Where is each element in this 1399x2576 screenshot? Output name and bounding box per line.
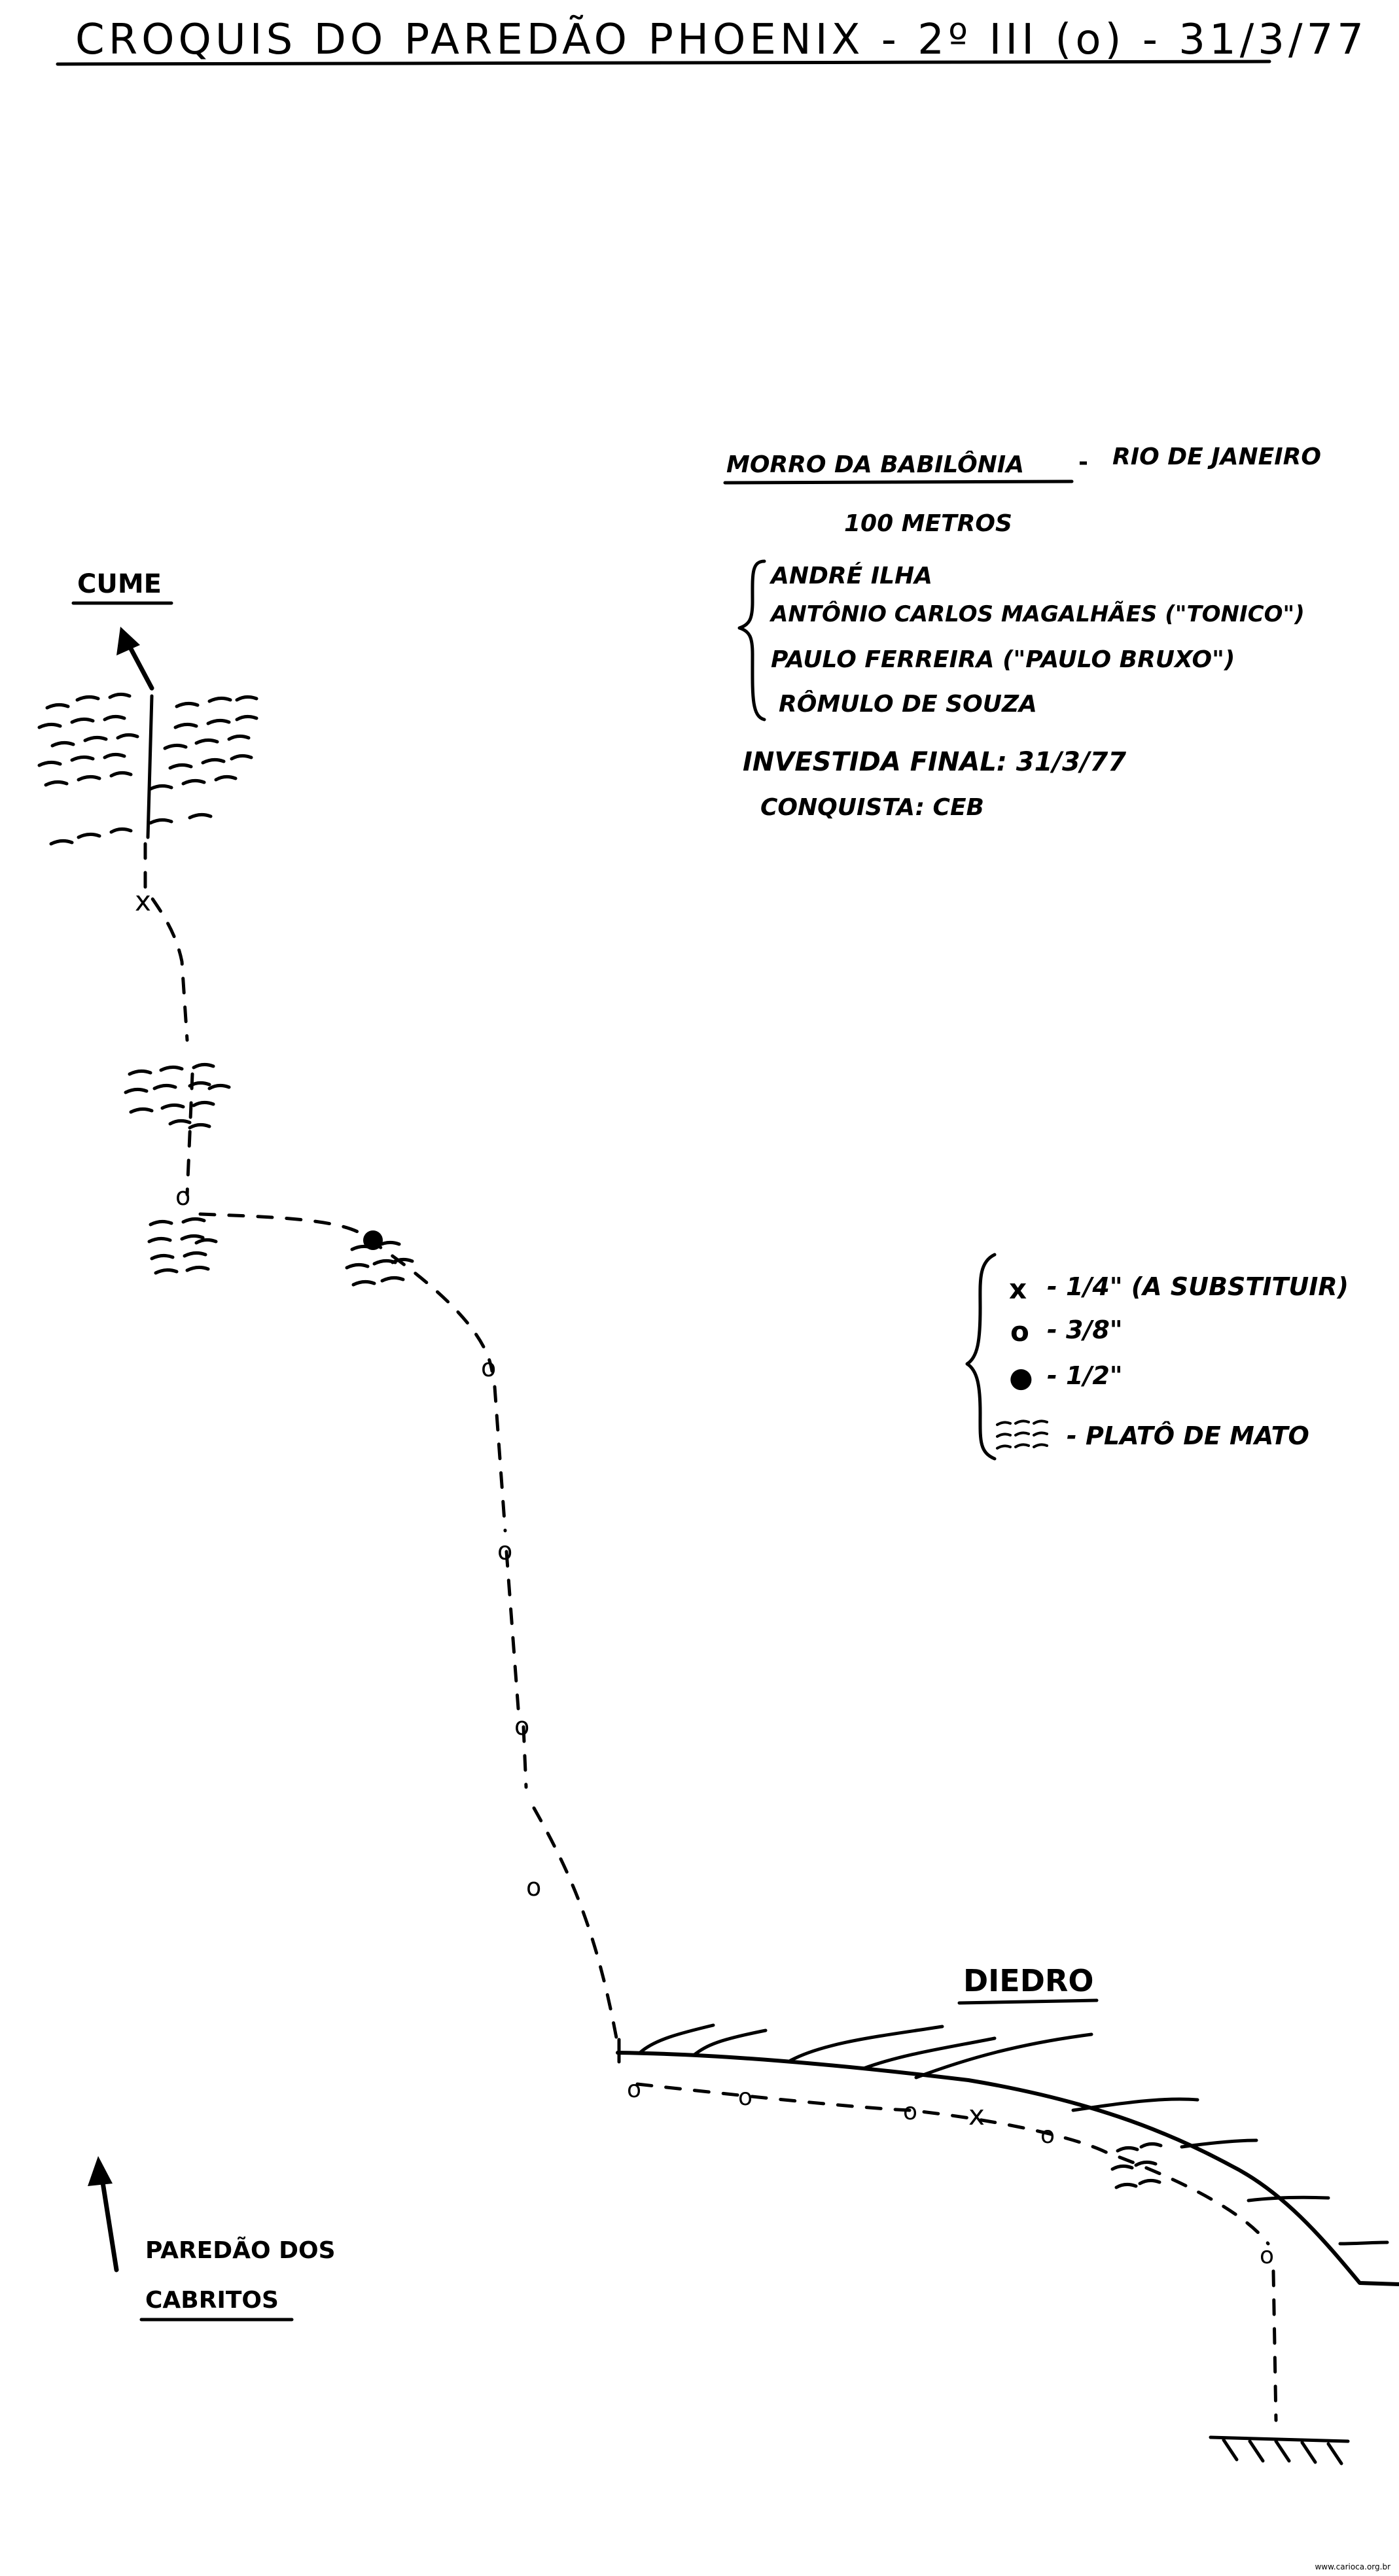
climber-2: ANTÔNIO CARLOS MAGALHÃES ("TONICO") bbox=[771, 601, 1305, 627]
mid-grass-platform-2 bbox=[149, 1219, 216, 1273]
legend-text-threeeighths: - 3/8" bbox=[1047, 1315, 1123, 1344]
dihedral-feature bbox=[618, 1963, 1399, 2284]
bolt-threeeighths-6: o bbox=[627, 2076, 642, 2103]
bolt-half-1 bbox=[363, 1230, 383, 1250]
dihedral-label: DIEDRO bbox=[963, 1963, 1094, 1998]
bolt-threeeighths-4: o bbox=[514, 1712, 530, 1741]
bolt-threeeighths-2: o bbox=[481, 1353, 497, 1382]
climber-3: PAULO FERREIRA ("PAULO BRUXO") bbox=[771, 646, 1235, 673]
dihedral-underline bbox=[959, 2000, 1097, 2003]
legend-symbol-quarter: x bbox=[1009, 1273, 1027, 1305]
route-height: 100 METROS bbox=[844, 510, 1012, 537]
summit-label: CUME bbox=[77, 569, 162, 599]
bolt-threeeighths-10: o bbox=[1260, 2242, 1275, 2269]
legend-symbol-grass bbox=[997, 1421, 1047, 1448]
summit-arrow-head bbox=[116, 627, 140, 655]
legend bbox=[967, 1255, 1349, 1459]
neighbor-wall-line-2: CABRITOS bbox=[145, 2287, 279, 2314]
bolt-threeeighths-7: o bbox=[738, 2084, 753, 2111]
summit-arrow-shaft bbox=[130, 646, 152, 688]
page-title: CROQUIS DO PAREDÃO PHOENIX - 2º III (o) - 31/3/77 bbox=[75, 16, 1368, 64]
mid-grass-platform-1 bbox=[126, 1064, 229, 1128]
location-text: MORRO DA BABILÔNIA bbox=[726, 451, 1025, 478]
bolt-threeeighths-1: o bbox=[175, 1182, 191, 1211]
legend-brace bbox=[967, 1255, 995, 1459]
location-separator: - bbox=[1078, 449, 1088, 476]
conquest-text: CONQUISTA: CEB bbox=[760, 794, 984, 821]
bolt-threeeighths-8: o bbox=[903, 2098, 918, 2125]
bolt-quarter-1: x bbox=[135, 885, 151, 917]
climbers-brace bbox=[739, 561, 764, 720]
ground-start bbox=[1211, 2437, 1348, 2463]
legend-text-quarter: - 1/4" (A SUBSTITUIR) bbox=[1047, 1272, 1349, 1301]
protection-markers bbox=[135, 885, 1274, 2269]
info-block bbox=[725, 444, 1321, 821]
climber-1: ANDRÉ ILHA bbox=[771, 563, 933, 589]
bolt-threeeighths-9: o bbox=[1040, 2122, 1055, 2149]
neighbor-wall-marker bbox=[88, 2156, 336, 2320]
climber-4: RÔMULO DE SOUZA bbox=[779, 691, 1037, 718]
legend-symbol-threeeighths: o bbox=[1010, 1315, 1029, 1348]
bolt-threeeighths-3: o bbox=[497, 1537, 513, 1565]
neighbor-wall-line-1: PAREDÃO DOS bbox=[145, 2237, 336, 2264]
route-line bbox=[145, 696, 1276, 2420]
summit-marker bbox=[73, 569, 171, 688]
bolt-threeeighths-5: o bbox=[526, 1873, 542, 1902]
city-text: RIO DE JANEIRO bbox=[1112, 444, 1321, 470]
legend-text-grass: - PLATÔ DE MATO bbox=[1067, 1421, 1309, 1450]
final-attempt-text: INVESTIDA FINAL: 31/3/77 bbox=[743, 747, 1127, 777]
location-underline bbox=[725, 481, 1072, 483]
neighbor-wall-arrow-shaft bbox=[102, 2178, 116, 2270]
legend-symbol-half: ● bbox=[1009, 1361, 1033, 1393]
dihedral-edge bbox=[618, 2053, 1399, 2284]
diedro-grass-platform bbox=[1112, 2144, 1161, 2187]
neighbor-wall-arrow-head bbox=[88, 2156, 113, 2186]
bolt-quarter-2: x bbox=[968, 2099, 985, 2131]
legend-text-half: - 1/2" bbox=[1047, 1361, 1123, 1390]
footer-url: www.carioca.org.br bbox=[1315, 2562, 1390, 2571]
